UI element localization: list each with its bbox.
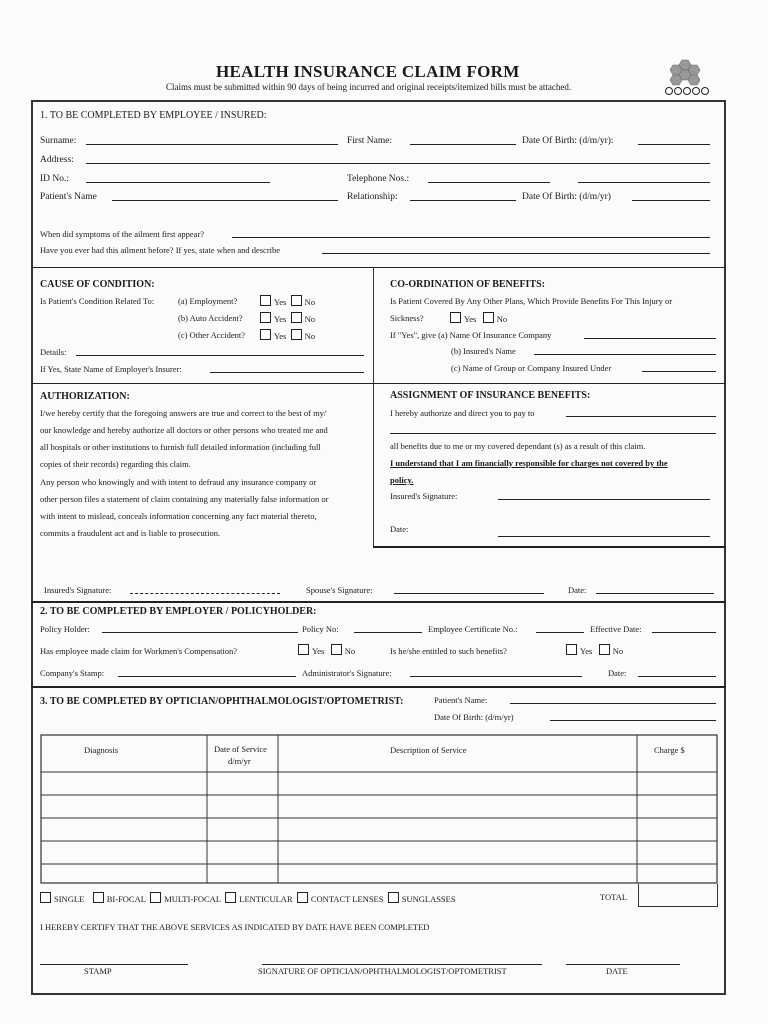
bifocal-checkbox[interactable] bbox=[93, 892, 104, 903]
assignment-date-field[interactable] bbox=[498, 536, 710, 537]
coordination-q2: Sickness? bbox=[390, 313, 424, 323]
other-yes-checkbox[interactable] bbox=[260, 329, 271, 340]
contact-lenses-checkbox[interactable] bbox=[297, 892, 308, 903]
policy-holder-field[interactable] bbox=[102, 632, 298, 633]
patient-name-label: Patient's Name bbox=[40, 192, 97, 202]
optician-signature-label: SIGNATURE OF OPTICIAN/OPHTHALMOLOGIST/OPTOMETRIST bbox=[258, 966, 507, 976]
cause-employment-label: (a) Employment? bbox=[178, 296, 238, 306]
company-stamp-field[interactable] bbox=[118, 676, 296, 677]
signature-date-field[interactable] bbox=[596, 593, 714, 594]
authorization-text: all hospitals or other institutions to furnish full detailed information (including full bbox=[40, 442, 321, 452]
telephone-field-2[interactable] bbox=[578, 182, 710, 183]
coordination-q1: Is Patient Covered By Any Other Plans, Which Provide Benefits For This Injury or bbox=[390, 296, 673, 306]
coordination-heading: CO-ORDINATION OF BENEFITS: bbox=[390, 279, 546, 290]
fraud-text: with intent to mislead, conceals information concerning any fact material thereto, bbox=[40, 511, 317, 521]
entitled-question: Is he/she entitled to such benefits? bbox=[390, 646, 507, 656]
spouse-signature-label: Spouse's Signature: bbox=[306, 585, 373, 595]
total-label: TOTAL bbox=[600, 892, 628, 902]
no-label: No bbox=[304, 331, 316, 341]
coordination-group-label: (c) Name of Group or Company Insured Under bbox=[451, 363, 612, 373]
dob-label: Date Of Birth: (d/m/yr): bbox=[522, 136, 614, 146]
assignment-payee-field[interactable] bbox=[566, 416, 716, 417]
insured-signature-field[interactable] bbox=[130, 593, 280, 594]
other-no-checkbox[interactable] bbox=[291, 329, 302, 340]
no-label: No bbox=[496, 314, 508, 324]
other-options bbox=[260, 329, 315, 341]
surname-field[interactable] bbox=[86, 144, 338, 145]
column-header-date-format: d/m/yr bbox=[228, 756, 251, 766]
section2-heading: 2. TO BE COMPLETED BY EMPLOYER / POLICYHOLDER: bbox=[40, 606, 317, 617]
policy-no-label: Policy No: bbox=[302, 624, 339, 634]
assignment-payee-field-2[interactable] bbox=[390, 433, 716, 434]
divider bbox=[373, 546, 726, 548]
spouse-signature-field[interactable] bbox=[394, 593, 544, 594]
authorization-heading: AUTHORIZATION: bbox=[40, 391, 130, 402]
entitled-yes-checkbox[interactable] bbox=[566, 644, 577, 655]
option-bifocal: BI-FOCAL bbox=[106, 894, 146, 904]
coordination-insured-label: (b) Insured's Name bbox=[451, 346, 516, 356]
telephone-label: Telephone Nos.: bbox=[347, 174, 410, 184]
effective-date-field[interactable] bbox=[652, 632, 716, 633]
form-title: HEALTH INSURANCE CLAIM FORM bbox=[216, 62, 520, 81]
section3-patient-name-label: Patient's Name: bbox=[434, 695, 488, 705]
relationship-field[interactable] bbox=[410, 200, 516, 201]
employment-no-checkbox[interactable] bbox=[291, 295, 302, 306]
no-label: No bbox=[612, 646, 624, 656]
service-table bbox=[40, 734, 718, 884]
option-contact-lenses: CONTACT LENSES bbox=[310, 894, 384, 904]
section3-date-label: DATE bbox=[606, 966, 628, 976]
admin-signature-label: Administrator's Signature: bbox=[302, 668, 392, 678]
cause-auto-label: (b) Auto Accident? bbox=[178, 313, 243, 323]
assignment-responsibility: I understand that I am financially responsible for charges not covered by the bbox=[390, 458, 668, 468]
assignment-responsibility-2: policy. bbox=[390, 475, 414, 485]
admin-signature-field[interactable] bbox=[410, 676, 582, 677]
dob2-field[interactable] bbox=[632, 200, 710, 201]
lenticular-checkbox[interactable] bbox=[225, 892, 236, 903]
surname-label: Surname: bbox=[40, 136, 77, 146]
symptoms-field[interactable] bbox=[232, 237, 710, 238]
patient-name-field[interactable] bbox=[112, 200, 338, 201]
form-subtitle: Claims must be submitted within 90 days of being incurred and original receipts/itemized bills must be attached. bbox=[166, 82, 572, 92]
cause-other-label: (c) Other Accident? bbox=[178, 330, 246, 340]
yes-label: Yes bbox=[580, 646, 593, 656]
company-logo-icon bbox=[662, 58, 712, 96]
option-lenticular: LENTICULAR bbox=[239, 894, 293, 904]
coordination-options bbox=[450, 312, 507, 324]
yes-label: Yes bbox=[274, 331, 287, 341]
cert-no-field[interactable] bbox=[536, 632, 584, 633]
first-name-field[interactable] bbox=[410, 144, 516, 145]
before-field[interactable] bbox=[322, 253, 710, 254]
fraud-text: commits a fraudulent act and is liable to prosecution. bbox=[40, 528, 221, 538]
coordination-company-label: If "Yes", give (a) Name Of Insurance Company bbox=[390, 330, 552, 340]
symptoms-question: When did symptoms of the ailment first appear? bbox=[40, 229, 205, 239]
coordination-no-checkbox[interactable] bbox=[483, 312, 494, 323]
coordination-insured-field[interactable] bbox=[534, 354, 716, 355]
section3-patient-name-field[interactable] bbox=[510, 703, 716, 704]
workmen-options bbox=[298, 644, 355, 656]
authorization-text: our knowledge and hereby authorize all doctors or other persons who treated me and bbox=[40, 425, 328, 435]
no-label: No bbox=[304, 297, 316, 307]
cert-no-label: Employee Certificate No.: bbox=[428, 624, 518, 634]
optician-signature-field[interactable] bbox=[262, 964, 542, 965]
company-stamp-label: Company's Stamp: bbox=[40, 668, 105, 678]
workmen-question: Has employee made claim for Workmen's Compensation? bbox=[40, 646, 238, 656]
certify-statement: I HEREBY CERTIFY THAT THE ABOVE SERVICES AS INDICATED BY DATE HAVE BEEN COMPLETED bbox=[40, 922, 430, 932]
signature-date-label: Date: bbox=[568, 585, 587, 595]
authorization-text: I/we hereby certify that the foregoing answers are true and correct to the best of my/ bbox=[40, 408, 327, 418]
coordination-yes-checkbox[interactable] bbox=[450, 312, 461, 323]
yes-label: Yes bbox=[274, 297, 287, 307]
fraud-text: Any person who knowingly and with intent to defraud any insurance company or bbox=[40, 477, 317, 487]
effective-date-label: Effective Date: bbox=[590, 624, 642, 634]
option-single: SINGLE bbox=[54, 894, 85, 904]
cause-heading: CAUSE OF CONDITION: bbox=[40, 279, 155, 290]
yes-label: Yes bbox=[274, 314, 287, 324]
assignment-signature-field[interactable] bbox=[498, 499, 710, 500]
section3-dob-field[interactable] bbox=[550, 720, 716, 721]
section3-heading: 3. TO BE COMPLETED BY OPTICIAN/OPHTHALMOLOGIST/OPTOMETRIST: bbox=[40, 696, 404, 707]
option-multifocal: MULTI-FOCAL bbox=[164, 894, 222, 904]
column-divider bbox=[373, 267, 374, 547]
multifocal-checkbox[interactable] bbox=[150, 892, 161, 903]
total-field[interactable] bbox=[638, 884, 718, 907]
insured-signature-label: Insured's Signature: bbox=[44, 585, 112, 595]
employment-options bbox=[260, 295, 315, 307]
relationship-label: Relationship: bbox=[347, 192, 398, 202]
id-no-label: ID No.: bbox=[40, 174, 70, 184]
section3-date-field[interactable] bbox=[566, 964, 680, 965]
stamp-label: STAMP bbox=[84, 966, 112, 976]
divider bbox=[31, 383, 726, 384]
workmen-no-checkbox[interactable] bbox=[331, 644, 342, 655]
first-name-label: First Name: bbox=[347, 136, 393, 146]
employment-yes-checkbox[interactable] bbox=[260, 295, 271, 306]
divider bbox=[31, 686, 726, 688]
section1-heading: 1. TO BE COMPLETED BY EMPLOYEE / INSURED: bbox=[40, 110, 267, 121]
option-sunglasses: SUNGLASSES bbox=[401, 894, 456, 904]
address-label: Address: bbox=[40, 155, 74, 165]
column-header-date: Date of Service bbox=[214, 744, 267, 754]
dob2-label: Date Of Birth: (d/m/yr) bbox=[522, 192, 611, 202]
auto-yes-checkbox[interactable] bbox=[260, 312, 271, 323]
assignment-text: all benefits due to me or my covered dependant (s) as a result of this claim. bbox=[390, 441, 646, 451]
section2-date-field[interactable] bbox=[638, 676, 716, 677]
details-field[interactable] bbox=[76, 355, 364, 356]
yes-label: Yes bbox=[312, 646, 325, 656]
entitled-options bbox=[566, 644, 623, 656]
insurer-label: If Yes, State Name of Employer's Insurer: bbox=[40, 364, 182, 374]
no-label: No bbox=[304, 314, 316, 324]
details-label: Details: bbox=[40, 347, 67, 357]
auto-options bbox=[260, 312, 315, 324]
assignment-heading: ASSIGNMENT OF INSURANCE BENEFITS: bbox=[390, 390, 591, 401]
coordination-company-field[interactable] bbox=[584, 338, 716, 339]
authorization-text: copies of their records) regarding this claim. bbox=[40, 459, 191, 469]
no-label: No bbox=[344, 646, 356, 656]
id-no-field[interactable] bbox=[86, 182, 270, 183]
section2-date-label: Date: bbox=[608, 668, 627, 678]
section3-dob-label: Date Of Birth: (d/m/yr) bbox=[434, 712, 514, 722]
single-checkbox[interactable] bbox=[40, 892, 51, 903]
column-header-diagnosis: Diagnosis bbox=[84, 745, 118, 755]
assignment-signature-label: Insured's Signature: bbox=[390, 491, 458, 501]
assignment-date-label: Date: bbox=[390, 524, 409, 534]
insurer-field[interactable] bbox=[210, 372, 364, 373]
sunglasses-checkbox[interactable] bbox=[388, 892, 399, 903]
coordination-group-field[interactable] bbox=[642, 371, 716, 372]
lens-options bbox=[40, 892, 456, 904]
entitled-no-checkbox[interactable] bbox=[599, 644, 610, 655]
before-question: Have you ever had this ailment before? If yes, state when and describe bbox=[40, 245, 281, 255]
policy-no-field[interactable] bbox=[354, 632, 422, 633]
column-header-charge: Charge $ bbox=[654, 745, 685, 755]
auto-no-checkbox[interactable] bbox=[291, 312, 302, 323]
stamp-field[interactable] bbox=[40, 964, 188, 965]
yes-label: Yes bbox=[464, 314, 477, 324]
address-field[interactable] bbox=[86, 163, 710, 164]
divider bbox=[31, 601, 726, 603]
divider bbox=[31, 267, 726, 268]
assignment-pay-label: I hereby authorize and direct you to pay to bbox=[390, 408, 535, 418]
column-header-description: Description of Service bbox=[390, 745, 467, 755]
policy-holder-label: Policy Holder: bbox=[40, 624, 90, 634]
workmen-yes-checkbox[interactable] bbox=[298, 644, 309, 655]
fraud-text: other person files a statement of claim containing any materially false information or bbox=[40, 494, 329, 504]
dob-field[interactable] bbox=[638, 144, 710, 145]
telephone-field-1[interactable] bbox=[428, 182, 550, 183]
cause-related-label: Is Patient's Condition Related To: bbox=[40, 296, 155, 306]
